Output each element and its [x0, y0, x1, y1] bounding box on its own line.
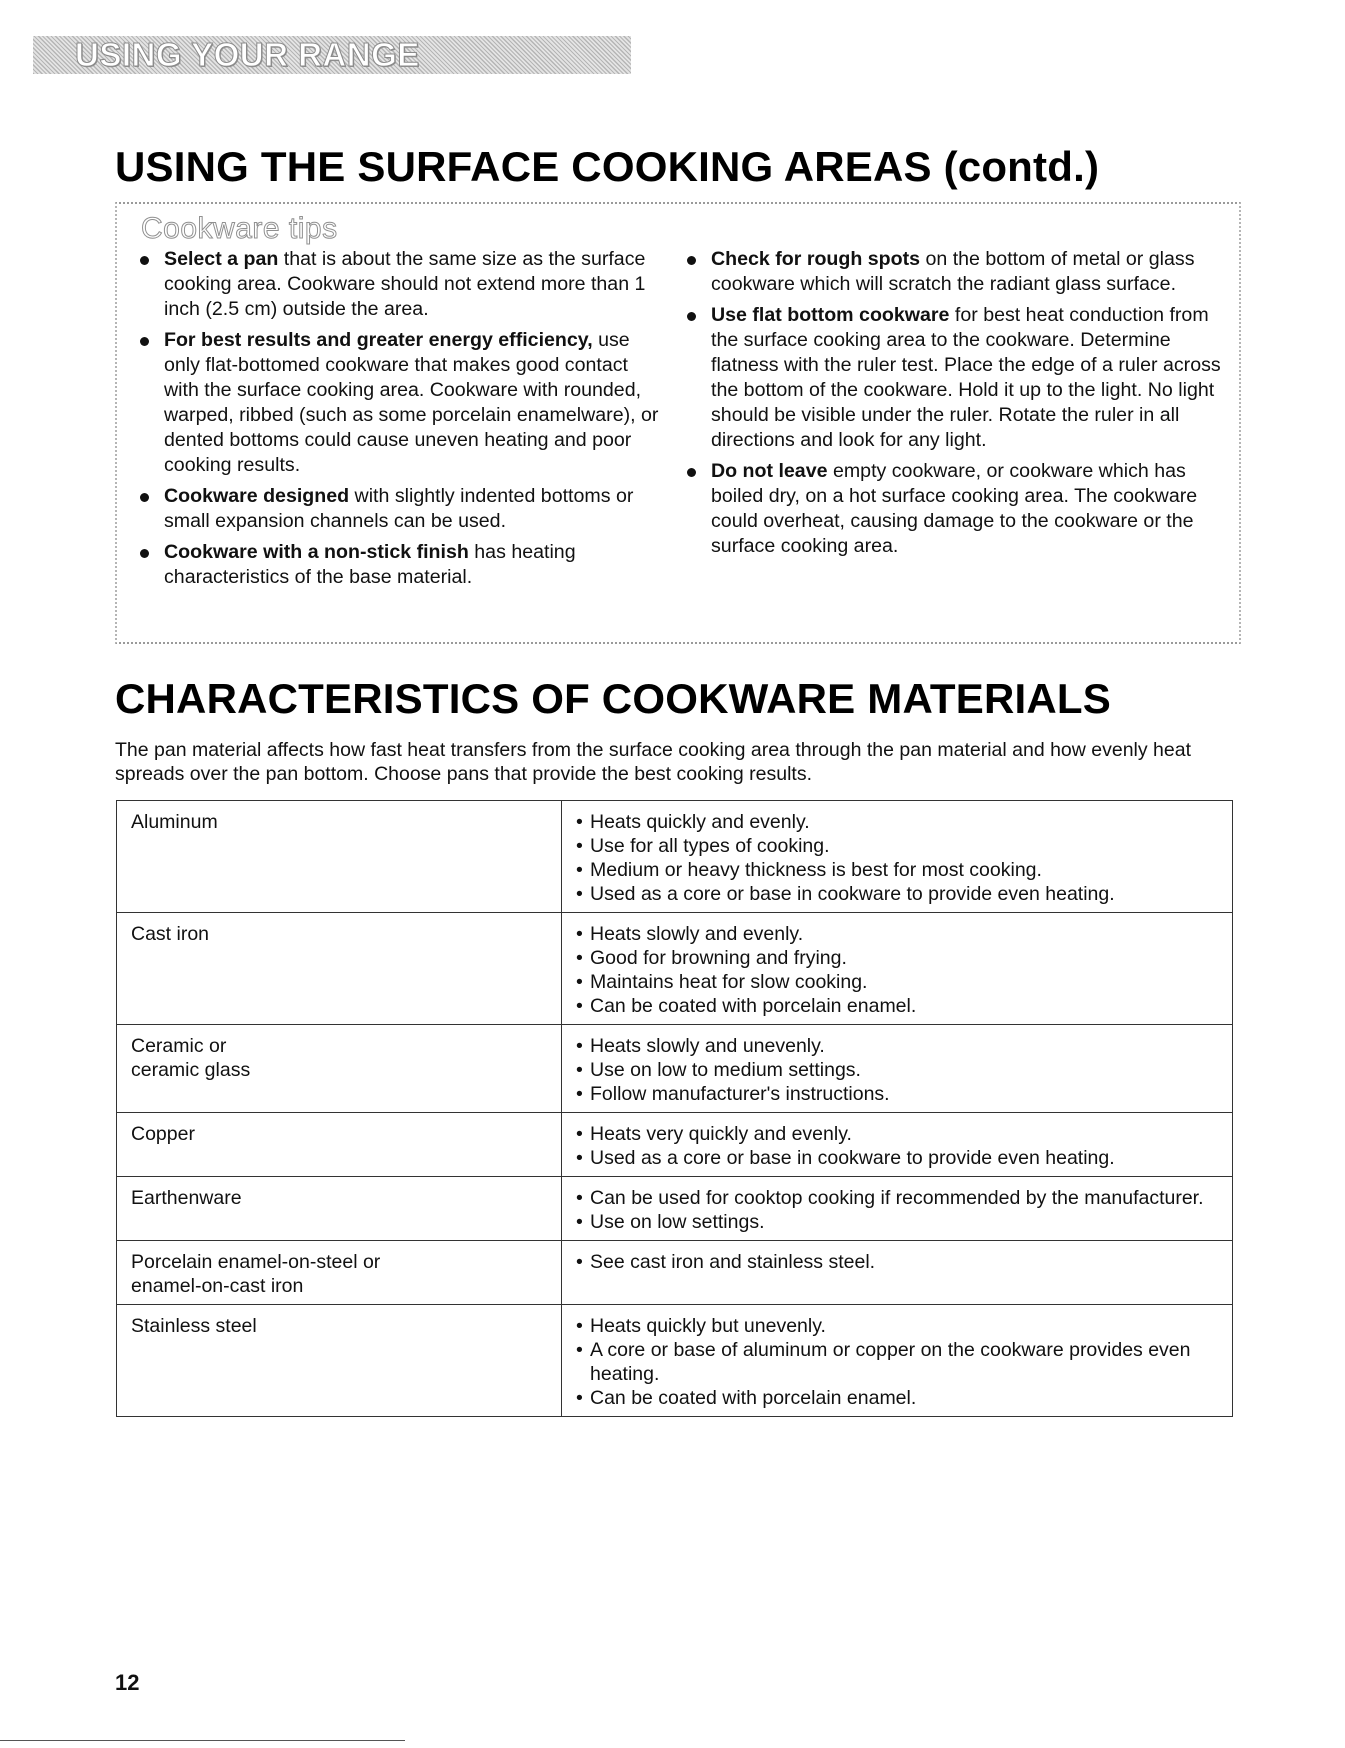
tip-text: empty cookware, or cookware which has boiled dry, on a hot surface cooking area. The cookware could overheat, causing damage to the cookware or the surface cooking area. [711, 460, 1198, 557]
property-item: • Heats quickly and evenly. [576, 810, 1218, 834]
material-properties-cell [562, 1113, 1233, 1177]
material-properties-cell [562, 1025, 1233, 1113]
material-name-cell [117, 1177, 562, 1241]
tip-item [130, 484, 660, 534]
tips-right-column [677, 247, 1227, 565]
property-item: • Heats quickly but unevenly. [576, 1314, 1218, 1338]
materials-table [116, 800, 1233, 1417]
tip-lead: Cookware with a non-stick finish [164, 541, 469, 563]
material-name: Cast iron [131, 923, 210, 945]
table-row [117, 1177, 1233, 1241]
tip-lead: Check for rough spots [711, 248, 921, 270]
tip-item [677, 303, 1227, 453]
property-item: • Heats very quickly and evenly. [576, 1122, 1218, 1146]
materials-title: CHARACTERISTICS OF COOKWARE MATERIALS [115, 675, 1111, 722]
property-item: • See cast iron and stainless steel. [576, 1250, 1218, 1274]
property-item: • Can be coated with porcelain enamel. [576, 994, 1218, 1018]
property-item: • Good for browning and frying. [576, 946, 1218, 970]
material-properties-cell [562, 1305, 1233, 1417]
material-name: Copper [131, 1123, 195, 1145]
property-item: • Use on low settings. [576, 1210, 1218, 1234]
material-name-cell [117, 1241, 562, 1305]
material-name-cell [117, 913, 562, 1025]
section-banner-text: USING YOUR RANGE [75, 36, 420, 73]
cookware-tips-box [115, 202, 1241, 644]
tip-item [130, 328, 660, 478]
bullet-icon [140, 493, 149, 502]
tip-item [677, 459, 1227, 559]
property-item: • Heats slowly and evenly. [576, 922, 1218, 946]
tips-heading: Cookware tips [141, 212, 338, 245]
property-item: • Can be used for cooktop cooking if recommended by the manufacturer. [576, 1186, 1218, 1210]
tip-text: has heating characteristics of the base material. [164, 541, 576, 588]
property-item: • Use on low to medium settings. [576, 1058, 1218, 1082]
property-item: • Can be coated with porcelain enamel. [576, 1386, 1218, 1410]
tip-item [130, 540, 660, 590]
table-row [117, 1241, 1233, 1305]
material-name: Ceramic or [131, 1035, 227, 1057]
tip-lead: Cookware designed [164, 485, 350, 507]
section-banner [33, 36, 631, 74]
tips-left-column [130, 247, 660, 596]
bullet-icon [140, 256, 149, 265]
material-name: Aluminum [131, 811, 218, 833]
bullet-icon [687, 312, 696, 321]
material-name: enamel-on-cast iron [131, 1275, 304, 1297]
page-title: USING THE SURFACE COOKING AREAS (contd.) [115, 143, 1100, 190]
property-item: • Maintains heat for slow cooking. [576, 970, 1218, 994]
material-properties-cell [562, 913, 1233, 1025]
material-properties-cell [562, 1177, 1233, 1241]
property-item: • Used as a core or base in cookware to provide even heating. [576, 1146, 1218, 1170]
bullet-icon [140, 549, 149, 558]
footer-divider [0, 1740, 405, 1741]
materials-intro: The pan material affects how fast heat transfers from the surface cooking area through the pan material and how evenly heat spreads over the pan bottom. Choose pans that provide the best cooking results. [115, 739, 1192, 785]
property-item: • Used as a core or base in cookware to provide even heating. [576, 882, 1218, 906]
bullet-icon [687, 256, 696, 265]
property-item: • Heats slowly and unevenly. [576, 1034, 1218, 1058]
tip-lead: Use flat bottom cookware [711, 304, 950, 326]
material-properties-cell [562, 801, 1233, 913]
page-number: 12 [115, 1670, 140, 1695]
bullet-icon [687, 468, 696, 477]
property-item: • Medium or heavy thickness is best for most cooking. [576, 858, 1218, 882]
material-name: ceramic glass [131, 1059, 251, 1081]
bullet-icon [140, 337, 149, 346]
tip-text: use only flat-bottomed cookware that makes good contact with the surface cooking area. Cookware with rounded, warped, ribbed (such as some porcelain enamelware), or dented bottoms could cause uneven heating and poor cooking results. [164, 329, 659, 476]
material-name-cell [117, 1305, 562, 1417]
table-row [117, 801, 1233, 913]
table-row [117, 1025, 1233, 1113]
tip-text: for best heat conduction from the surface cooking area to the cookware. Determine flatness with the ruler test. Place the edge of a ruler across the bottom of the cookware. Hold it up to the light. No light should be visible under the ruler. Rotate the ruler in all directions and look for any light. [711, 304, 1221, 451]
property-item: • Use for all types of cooking. [576, 834, 1218, 858]
material-name-cell [117, 801, 562, 913]
tip-lead: Do not leave [711, 460, 828, 482]
tip-lead: Select a pan [164, 248, 279, 270]
tip-lead: For best results and greater energy efficiency, [164, 329, 593, 351]
material-name: Porcelain enamel-on-steel or [131, 1251, 381, 1273]
table-row [117, 913, 1233, 1025]
property-item: • A core or base of aluminum or copper on the cookware provides even heating. [576, 1338, 1218, 1386]
material-properties-cell [562, 1241, 1233, 1305]
property-item: • Follow manufacturer's instructions. [576, 1082, 1218, 1106]
material-name: Earthenware [131, 1187, 242, 1209]
material-name: Stainless steel [131, 1315, 257, 1337]
material-name-cell [117, 1113, 562, 1177]
tip-item [130, 247, 660, 322]
table-row [117, 1305, 1233, 1417]
tip-text: on the bottom of metal or glass cookware which will scratch the radiant glass surface. [711, 248, 1195, 295]
tip-text: that is about the same size as the surface cooking area. Cookware should not extend more than 1 inch (2.5 cm) outside the area. [164, 248, 646, 320]
tip-item [677, 247, 1227, 297]
material-name-cell [117, 1025, 562, 1113]
table-row [117, 1113, 1233, 1177]
tip-text: with slightly indented bottoms or small expansion channels can be used. [164, 485, 634, 532]
